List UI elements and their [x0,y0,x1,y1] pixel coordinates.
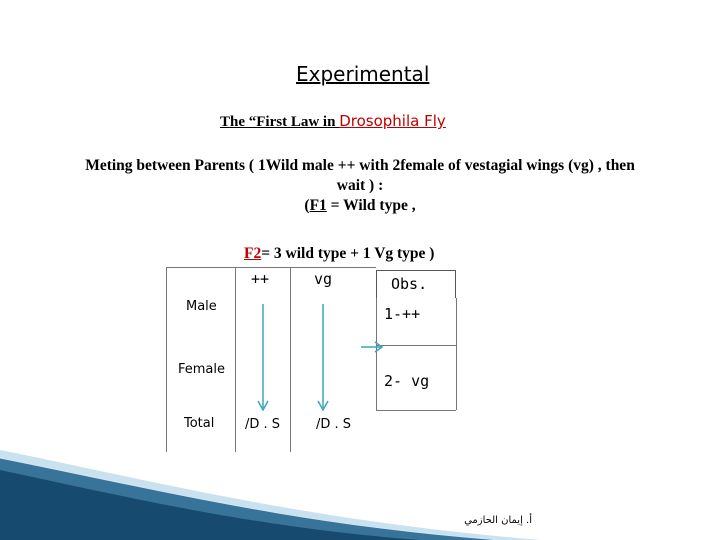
subtitle [220,112,446,131]
right-arrow-icon [361,341,385,353]
down-arrow-icon [316,304,330,414]
col-header-vg: vg [314,270,333,288]
table-top-border [166,267,376,268]
table-left-border [166,267,167,452]
decorative-wave [0,440,720,540]
experiment-description [20,156,700,216]
obs-header: Obs. [391,275,428,293]
table-divider-1 [235,267,236,452]
description-line-1: Meting between Parents ( 1Wild male ++ with 2female of vestagial wings (vg) , then [85,157,635,174]
obs-left-border [376,298,377,410]
total-vg: /D . S [316,417,352,432]
description-line-2: wait ) : [336,177,384,194]
obs-bottom-line [376,410,456,411]
row-label-total: Total [184,416,215,431]
description-paren: ( [304,197,310,214]
subtitle-prefix: The “First Law in [220,114,340,130]
subtitle-highlight: Drosophila Fly [339,112,446,130]
obs-right-border [456,298,457,410]
obs-value-1: 1-++ [384,305,421,323]
f2-result-line [244,245,434,263]
f1-label: F1 [309,197,327,214]
down-arrow-icon [256,304,270,414]
row-label-male: Male [186,299,217,314]
table-divider-2 [290,267,291,452]
total-plus: /D . S [245,417,281,432]
f2-label: F2 [244,245,262,262]
row-label-female: Female [178,362,226,377]
page-title: Experimental [296,62,430,86]
f2-result-text: = 3 wild type + 1 Vg type ) [261,245,435,262]
col-header-plus: ++ [251,270,270,288]
author-credit: أ. إيمان الحازمي [464,515,532,526]
obs-value-2: 2- vg [384,372,430,390]
description-f1-text: = Wild type , [326,197,416,214]
description-line-3 [20,196,700,216]
obs-middle-line [376,345,456,346]
